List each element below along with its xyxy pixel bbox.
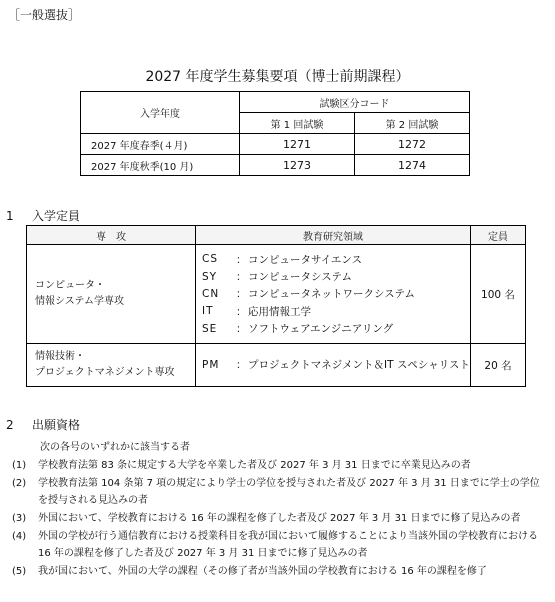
capacity-cell: 20 名: [471, 344, 526, 387]
section2-heading: [6, 416, 80, 433]
code-cell: 1271: [240, 134, 355, 155]
round1-header: 第 1 回試験: [240, 113, 355, 134]
code-cell: 1272: [355, 134, 470, 155]
exam-code-header: 試験区分コード: [240, 92, 470, 113]
section-title: 出願資格: [32, 418, 81, 432]
major-name-line: プロジェクトマネジメント専攻: [35, 367, 175, 378]
admission-label: 2027 年度春季(４月): [81, 134, 240, 155]
eligibility-list: [12, 457, 542, 581]
admission-label: 2027 年度秋季(10 月): [81, 155, 240, 176]
section-number: 2: [6, 418, 14, 432]
capacity-cell: 100 名: [471, 245, 526, 344]
code-cell: 1273: [240, 155, 355, 176]
capacity-table: [26, 225, 526, 387]
field-item: SE ： ソフトウェアエンジニアリング: [202, 322, 394, 336]
field-item: CN ： コンピュータネットワークシステム: [202, 287, 415, 301]
table-row: [27, 245, 526, 344]
field-item: PM ： プロジェクトマネジメント＆IT スペシャリスト: [202, 358, 470, 372]
major-name-line: 情報システム学専攻: [35, 296, 124, 307]
section1-heading: [6, 207, 80, 224]
major-name-line: 情報技術・: [35, 351, 85, 362]
list-item: (4) 外国の学校が行う通信教育における授業科目を我が国において履修することにより当該外国の学校教育における 16 年の課程を修了した者及び 2027 年 3 月 31 日までに修了見込みの者: [12, 531, 538, 559]
field-cell: [196, 344, 471, 387]
field-item: IT ： 応用情報工学: [202, 305, 311, 318]
page-title: 2027 年度学生募集要項（博士前期課程）: [145, 69, 410, 85]
code-cell: 1274: [355, 155, 470, 176]
section-number: 1: [6, 209, 14, 223]
table-row: [81, 155, 470, 176]
list-item: (5) 我が国において、外国の大学の課程（その修了者が当該外国の学校教育における 16 年の課程を修了: [12, 566, 487, 577]
list-item: (1) 学校教育法第 83 条に規定する大学を卒業した者及び 2027 年 3 月 31 日までに卒業見込みの者: [12, 460, 471, 471]
exam-code-table: [80, 91, 470, 176]
field-header: 教育研究領域: [196, 226, 471, 245]
field-item: CS ： コンピュータサイエンス: [202, 253, 363, 266]
round2-header: 第 2 回試験: [355, 113, 470, 134]
table-row: [81, 134, 470, 155]
major-header: 専 攻: [27, 226, 196, 245]
section-label: ［一般選抜］: [8, 8, 81, 22]
section-title: 入学定員: [32, 209, 81, 223]
capacity-header: 定員: [471, 226, 526, 245]
admission-year-header: 入学年度: [81, 92, 240, 134]
field-cell: [196, 245, 471, 344]
table-row: [27, 344, 526, 387]
major-cell: [27, 245, 196, 344]
major-name-line: コンピュータ・: [35, 280, 105, 291]
major-cell: [27, 344, 196, 387]
section2-intro: 次の各号のいずれかに該当する者: [40, 442, 190, 453]
list-item: (3) 外国において、学校教育における 16 年の課程を修了した者及び 2027 年 3 月 31 日までに修了見込みの者: [12, 513, 521, 524]
field-item: SY ： コンピュータシステム: [202, 270, 352, 284]
list-item: (2) 学校教育法第 104 条第 7 項の規定により学士の学位を授与された者及び 2027 年 3 月 31 日までに学士の学位を授与される見込みの者: [12, 478, 540, 506]
